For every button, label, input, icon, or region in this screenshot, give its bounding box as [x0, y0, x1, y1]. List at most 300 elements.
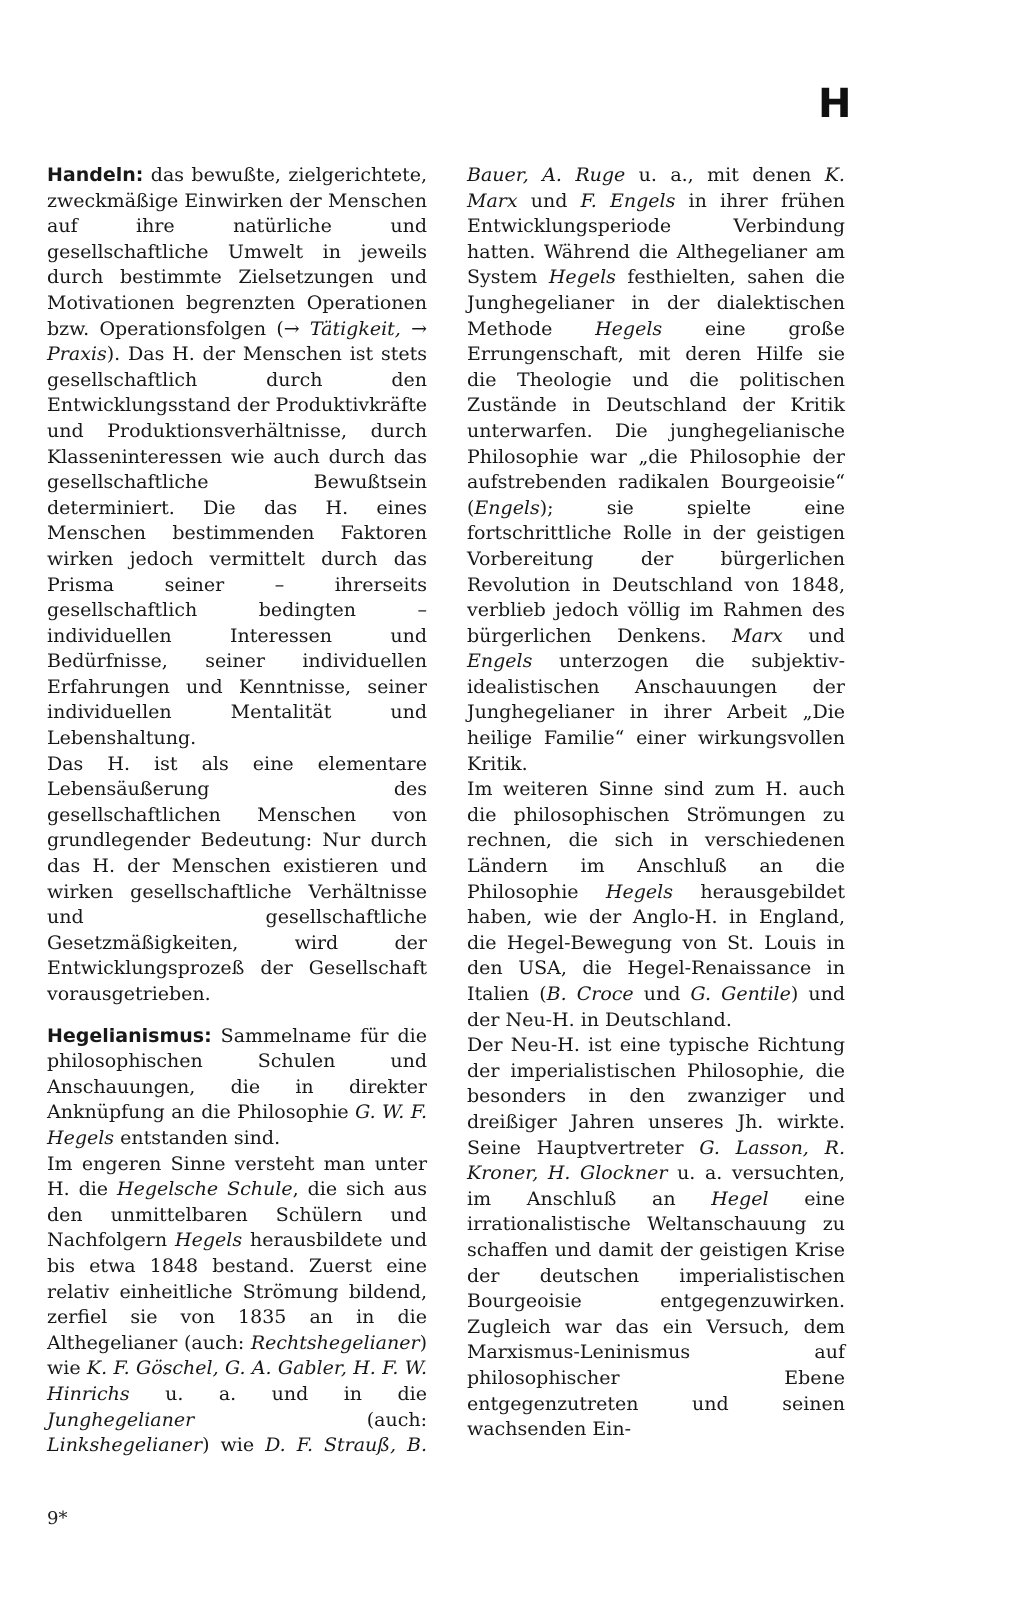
- text-run: [593, 420, 615, 442]
- text-run: 1848,: [790, 573, 846, 596]
- text-run: [775, 394, 791, 416]
- text-run: [751, 497, 804, 519]
- text-run: [529, 164, 542, 186]
- text-run: Deutschland: [606, 394, 727, 417]
- text-run: bis: [47, 1254, 75, 1277]
- text-run: unmittelbaren: [110, 1203, 248, 1226]
- entry-hegelianismus-paragraph-1: [47, 1024, 427, 1152]
- text-run: und: [271, 1382, 309, 1405]
- text-run: eine: [804, 496, 846, 519]
- person-name: G. Gentile: [690, 983, 791, 1005]
- text-run: [314, 1153, 323, 1175]
- page-number: 9*: [47, 1508, 68, 1529]
- text-run: die: [695, 650, 725, 673]
- text-run: [396, 1434, 407, 1456]
- text-run: Engels: [467, 650, 533, 673]
- text-run: [532, 727, 544, 749]
- text-run: ,: [292, 1178, 299, 1201]
- text-run: der: [812, 445, 846, 468]
- text-run: [167, 1229, 175, 1251]
- text-run: sie: [817, 343, 845, 366]
- person-name: B. Croce: [546, 983, 634, 1005]
- text-run: Nachfolgern: [47, 1229, 168, 1252]
- text-run: K.: [86, 1357, 108, 1380]
- entry-handeln-paragraph-2: Das H. ist als eine elementare Lebensäußerung des gesellschaftlichen Menschen von grundlegender Bedeutung: Nur durch das H. der Menschen existieren und wirken gesellschaftliche Verhältnisse und gesellschaftliche Gesetzmäßigkeiten, wird der Entwicklungsprozeß der Gesellschaft vorausgetrieben.: [47, 752, 427, 1005]
- text-run: H.: [47, 1178, 70, 1201]
- text-run: [70, 1178, 79, 1200]
- text-run: F.: [113, 1357, 130, 1380]
- text-run: [157, 1306, 180, 1328]
- text-run: Entwicklungsperiode: [467, 215, 672, 238]
- text-run: (auch:: [366, 1408, 427, 1431]
- text-run: System: [467, 266, 538, 289]
- text-run: unterwarfen.: [467, 419, 593, 442]
- text-run: [337, 1178, 346, 1200]
- text-run: Denkens.: [617, 624, 707, 647]
- text-run: [362, 1204, 390, 1226]
- cross-reference-taetigkeit[interactable]: → Tätigkeit,: [283, 317, 401, 340]
- text-run: und: [632, 368, 669, 391]
- text-run: etwa: [89, 1254, 136, 1277]
- text-run: [183, 1383, 218, 1405]
- text-run: Hegelsche: [117, 1178, 219, 1201]
- text-run: Theologie: [517, 368, 612, 391]
- text-run: [736, 266, 747, 288]
- text-run: [804, 266, 815, 288]
- text-run: [254, 1434, 265, 1456]
- text-run: Engels: [474, 496, 540, 519]
- text-run: Hegels: [595, 317, 663, 340]
- text-run: der: [712, 522, 746, 545]
- text-run: die: [689, 368, 719, 391]
- text-run: [177, 1332, 184, 1354]
- text-run: [215, 1306, 238, 1328]
- text-run: von: [744, 573, 779, 596]
- text-run: die: [467, 368, 497, 391]
- text-run: Während: [543, 240, 631, 263]
- text-run: in: [688, 189, 707, 212]
- text-run: [535, 241, 544, 263]
- text-run: der: [742, 394, 775, 417]
- text-run: völlig: [627, 599, 681, 622]
- person-name: G. Lasson, R. Kroner, H. Glockner: [467, 1136, 845, 1185]
- text-run: [700, 292, 717, 314]
- text-run: deren: [685, 343, 742, 366]
- text-run: [714, 599, 723, 621]
- text-run: [709, 471, 720, 493]
- text-run: W.: [404, 1357, 427, 1380]
- text-run: und: [390, 1229, 428, 1252]
- text-run: bürgerlichen: [720, 547, 846, 570]
- text-run: Hinrichs: [47, 1382, 130, 1405]
- text-run: fortschrittliche: [467, 522, 612, 545]
- text-run: K.: [824, 164, 845, 186]
- text-run: [562, 164, 575, 186]
- text-run: [648, 420, 670, 442]
- text-run: mit: [638, 343, 671, 366]
- text-run: [286, 1434, 297, 1456]
- text-run: eine: [704, 317, 746, 340]
- text-run: Göschel,: [136, 1357, 219, 1380]
- text-run: politischen: [739, 368, 846, 391]
- text-run: [624, 727, 636, 749]
- text-run: im: [689, 599, 714, 622]
- text-run: dialektischen: [716, 291, 845, 314]
- text-run: engeren: [81, 1152, 162, 1175]
- text-run: Strömung: [242, 1280, 339, 1303]
- text-run: Zuerst: [308, 1254, 373, 1277]
- text-run: [634, 497, 687, 519]
- text-run: Anschauungen: [634, 675, 778, 698]
- text-run: u.: [638, 164, 657, 186]
- text-run: in: [356, 1306, 375, 1329]
- text-run: in: [582, 573, 601, 596]
- text-run: B.: [406, 1434, 427, 1457]
- text-run: [225, 1153, 234, 1175]
- text-run: [616, 266, 627, 288]
- text-run: versteht: [234, 1152, 315, 1175]
- text-run: [532, 650, 559, 672]
- text-run: 1848: [149, 1254, 199, 1277]
- text-run: [627, 446, 639, 468]
- text-run: [600, 676, 635, 698]
- text-run: 1835: [238, 1306, 287, 1329]
- text-run: H.: [353, 1357, 376, 1380]
- text-run: die: [397, 1382, 427, 1405]
- text-run: [218, 1178, 227, 1200]
- text-run: aufstrebenden: [467, 471, 607, 494]
- text-run: [779, 574, 791, 596]
- text-run: A.: [251, 1357, 272, 1380]
- text-run: [161, 1153, 170, 1175]
- text-run: [675, 190, 688, 212]
- text-run: das bewußte, zielgerichtete, zweckmäßige Einwirken der Menschen auf ihre natürliche und gesellschaftliche Umwelt in jeweils durch bestimmte Zielsetzungen und Motivationen begrenzten Operationen bzw. Operationsfolgen (: [47, 164, 427, 340]
- text-run: Vorbereitung: [467, 547, 594, 570]
- text-run: herausbildete: [249, 1229, 383, 1252]
- person-name: Hegels: [605, 880, 673, 903]
- text-run: an: [309, 1306, 334, 1329]
- text-run: Rahmen: [722, 599, 803, 622]
- left-column: [47, 163, 427, 1459]
- text-run: Bauer,: [467, 164, 529, 186]
- text-run: [244, 1332, 251, 1354]
- text-run: Kritik: [790, 394, 846, 417]
- text-run: der: [667, 291, 700, 314]
- text-run: u.: [165, 1382, 184, 1405]
- text-run: „die: [638, 445, 678, 468]
- person-name: Hegel: [711, 1187, 769, 1210]
- text-run: eine: [386, 1254, 427, 1277]
- text-run: [591, 625, 617, 647]
- text-run: [807, 241, 816, 263]
- text-run: [619, 599, 628, 621]
- text-run: sahen: [747, 266, 805, 289]
- text-run: subjektiv-idealistischen: [467, 650, 845, 698]
- text-run: [648, 701, 664, 723]
- text-run: wie: [47, 1357, 81, 1380]
- text-run: Althegelianer: [47, 1331, 178, 1354]
- text-run: Sinne: [170, 1152, 226, 1175]
- text-run: der: [812, 675, 846, 698]
- text-run: a.: [218, 1382, 237, 1405]
- text-run: [625, 164, 638, 186]
- text-run: festhielten,: [627, 266, 736, 289]
- text-run: [108, 1178, 117, 1200]
- text-run: [537, 266, 548, 288]
- text-run: [75, 1255, 89, 1277]
- text-run: [662, 318, 705, 340]
- text-run: Junghegelianer: [467, 291, 615, 314]
- text-run: Marx: [732, 624, 783, 647]
- text-run: [557, 394, 573, 416]
- text-run: [669, 650, 696, 672]
- cross-reference-praxis[interactable]: → Praxis: [47, 317, 428, 366]
- text-run: [248, 1204, 276, 1226]
- text-run: geistigen: [756, 522, 845, 545]
- text-run: die: [815, 266, 846, 289]
- text-run: [579, 446, 591, 468]
- text-run: in: [629, 701, 649, 724]
- text-run: und: [808, 624, 845, 647]
- text-run: herausgebildet haben, wie der Anglo-H. in England, die Hegel-Bewegung von St. Louis in den USA, die Hegel-Renaissance in Italien (: [467, 880, 845, 1005]
- text-run: Im: [47, 1152, 73, 1175]
- text-run: [362, 1383, 397, 1405]
- text-run: [803, 599, 812, 621]
- text-run: war: [590, 445, 627, 468]
- text-run: denen: [752, 164, 812, 186]
- text-run: [614, 701, 630, 723]
- text-run: „Die: [802, 701, 846, 724]
- text-run: sich: [346, 1178, 385, 1201]
- text-run: Rechtshegelianer: [250, 1331, 420, 1354]
- text-run: ihrer: [720, 189, 768, 212]
- text-run: Verbindung: [733, 215, 845, 238]
- text-run: [746, 318, 789, 340]
- text-run: [783, 625, 809, 647]
- text-run: [624, 343, 639, 365]
- text-run: [630, 241, 639, 263]
- text-run: hatten.: [467, 240, 536, 263]
- text-run: [339, 1281, 349, 1303]
- text-run: und: [633, 983, 691, 1005]
- text-run: Althegelianer: [676, 240, 808, 263]
- text-run: Hilfe: [756, 343, 804, 366]
- text-run: [686, 727, 698, 749]
- text-run: F.: [296, 1434, 313, 1457]
- text-run: [678, 446, 690, 468]
- text-run: [308, 1383, 343, 1405]
- entry-hegelianismus-paragraph-3: [467, 777, 845, 1033]
- text-run: [372, 1255, 386, 1277]
- text-run: Arbeit: [727, 701, 788, 724]
- text-run: [669, 369, 690, 391]
- text-run: [136, 1255, 150, 1277]
- text-run: Strauß,: [323, 1434, 396, 1457]
- text-run: [242, 1229, 250, 1251]
- text-run: [701, 522, 712, 544]
- text-run: [333, 1306, 356, 1328]
- text-run: Der Neu-H. ist eine typische Richtung der imperialistischen Philosophie, die besonders in den zwanziger und dreißiger Jahren unseres Jh. wirkte. Seine Hauptvertreter: [467, 1034, 845, 1159]
- entry-hegelianismus-paragraph-2-continued: [467, 163, 845, 777]
- text-run: [232, 1281, 242, 1303]
- text-run: radikalen: [618, 471, 710, 494]
- text-run: man: [323, 1152, 366, 1175]
- text-run: ihrer: [663, 701, 712, 724]
- text-run: bildend,: [348, 1280, 428, 1303]
- text-run: Deutschland: [612, 573, 733, 596]
- text-run: [570, 574, 582, 596]
- text-run: [671, 215, 733, 237]
- text-run: unterzogen: [559, 650, 669, 673]
- entry-handeln-paragraph-1: [47, 163, 427, 752]
- text-run: und: [530, 189, 568, 212]
- entry-separator: [47, 1008, 427, 1024]
- text-run: relativ: [47, 1280, 110, 1303]
- text-run: Sammelname für die philosophischen Schulen und Anschauungen, die in direkter Anknüpfung an die Philosophie: [47, 1024, 427, 1124]
- text-run: [739, 164, 752, 186]
- text-run: [711, 701, 727, 723]
- text-run: die: [307, 1178, 338, 1201]
- text-run: Ruge: [575, 164, 626, 186]
- text-run: [194, 1409, 367, 1431]
- text-run: ). Das H. der Menschen ist stets gesellschaftlich durch den Entwicklungsstand der Produktivkräfte und Produktionsverhältnisse, durch Klasseninteressen wie auch durch das gesellschaftliche Bewußtsein determiniert. Die das H. eines Menschen bestimmenden Faktoren wirken jedoch vermittelt durch das Prisma seiner – ihrerseits gesellschaftlich bedingten – individuellen Interessen und Bedürfnisse, seiner individuellen Erfahrungen und Kenntnisse, seiner individuellen Mentalität und Lebenshaltung.: [47, 343, 427, 750]
- text-run: [107, 1306, 130, 1328]
- text-run: Die: [615, 419, 648, 442]
- text-run: des: [811, 599, 846, 622]
- text-run: [777, 676, 812, 698]
- text-run: [518, 190, 531, 212]
- text-run: Hegels: [175, 1229, 243, 1252]
- text-run: [401, 318, 411, 340]
- text-run: [130, 1383, 165, 1405]
- text-run: F.: [382, 1357, 399, 1380]
- text-run: [385, 1178, 394, 1200]
- text-run: );: [539, 496, 554, 519]
- entry-hegelianismus-paragraph-2: [47, 1152, 427, 1459]
- text-run: [612, 369, 633, 391]
- text-run: frühen: [780, 189, 846, 212]
- text-run: [365, 1153, 374, 1175]
- text-run: [374, 1306, 397, 1328]
- text-run: [607, 471, 618, 493]
- text-run: einer: [636, 727, 687, 750]
- text-run: [768, 190, 781, 212]
- text-run: [295, 1255, 309, 1277]
- right-column: [467, 163, 845, 1443]
- text-run: Schülern: [275, 1203, 363, 1226]
- text-run: Revolution: [467, 573, 571, 596]
- text-run: [614, 292, 631, 314]
- text-run: Hegels: [548, 266, 616, 289]
- entry-hegelianismus-paragraph-4: [467, 1033, 845, 1443]
- text-run: einheitliche: [119, 1280, 233, 1303]
- text-run: Schule: [227, 1178, 293, 1201]
- text-run: große: [788, 317, 845, 340]
- text-run: Marx: [467, 189, 518, 212]
- text-run: [600, 574, 612, 596]
- text-run: F.: [580, 189, 597, 212]
- text-run: ): [202, 1434, 210, 1457]
- text-run: [546, 599, 555, 621]
- text-run: [567, 190, 580, 212]
- text-run: unter: [374, 1152, 428, 1175]
- text-run: [787, 701, 803, 723]
- text-run: junghegelianische: [669, 419, 846, 442]
- text-run: heilige: [467, 727, 533, 750]
- text-run: Philosophie: [689, 445, 801, 468]
- text-run: ) und der Neu-H. in Deutschland.: [467, 983, 846, 1031]
- text-run: [236, 1383, 271, 1405]
- text-run: in: [683, 522, 702, 545]
- text-run: [707, 190, 720, 212]
- text-run: spielte: [686, 496, 752, 519]
- text-run: Junghegelianer: [467, 701, 615, 724]
- text-run: zerfiel: [47, 1306, 108, 1329]
- text-run: Rolle: [622, 522, 672, 545]
- section-letter: H: [818, 81, 852, 127]
- text-run: eine irrationalistische Weltanschauung zu schaffen und damit der geistigen Krise der deutschen imperialistischen Bourgeoisie entgegenzuwirken. Zugleich war das ein Versuch, dem Marxismus-Leninismus auf philosophischer Ebene entgegenzutreten und seinen wachsenden Ein-: [467, 1187, 845, 1441]
- text-run: die: [638, 240, 669, 263]
- text-run: Bourgeoisie“: [720, 471, 846, 494]
- text-run: G.: [224, 1357, 246, 1380]
- text-run: [554, 497, 607, 519]
- text-run: [496, 369, 517, 391]
- text-run: Methode: [467, 317, 553, 340]
- text-run: [299, 1178, 308, 1200]
- entry-term-hegelianismus: Hegelianismus:: [47, 1024, 212, 1047]
- text-run: [198, 1255, 212, 1277]
- text-run: [657, 164, 670, 186]
- text-run: aus: [393, 1178, 428, 1201]
- text-run: in: [343, 1382, 363, 1405]
- text-run: [73, 1153, 82, 1175]
- text-run: die: [397, 1306, 427, 1329]
- text-run: A.: [542, 164, 562, 186]
- text-run: [668, 241, 677, 263]
- text-run: u. a. versuchten, im Anschluß an: [467, 1162, 845, 1210]
- text-run: wirkungsvollen: [697, 727, 845, 750]
- text-run: Zustände: [467, 394, 557, 417]
- text-run: die: [78, 1178, 109, 1201]
- text-run: [673, 548, 720, 570]
- text-run: [811, 164, 824, 186]
- text-run: mit: [707, 164, 739, 186]
- text-run: Philosophie: [467, 445, 579, 468]
- text-run: sie: [606, 496, 634, 519]
- text-run: [83, 1204, 111, 1226]
- text-run: am: [815, 240, 845, 263]
- text-run: Im weiteren Sinne sind zum H. auch die philosophischen Strömungen zu rechnen, die sich in verschiedenen Ländern im Anschluß an die Philosophie: [467, 778, 845, 903]
- text-run: [210, 1434, 221, 1456]
- text-run: in: [631, 291, 650, 314]
- text-run: Kritik.: [467, 752, 528, 775]
- text-run: bestand.: [212, 1254, 295, 1277]
- text-run: [612, 522, 623, 544]
- text-run: a.,: [670, 164, 694, 186]
- text-run: (auch:: [183, 1331, 245, 1354]
- text-run: [286, 1306, 309, 1328]
- text-run: entstanden sind.: [114, 1126, 281, 1149]
- text-run: [313, 1434, 324, 1456]
- text-run: [725, 650, 752, 672]
- text-run: in: [572, 394, 591, 417]
- text-run: [597, 190, 610, 212]
- text-run: Linkshegelianer: [47, 1434, 203, 1457]
- text-run: [594, 548, 641, 570]
- text-run: der: [640, 547, 674, 570]
- text-run: [552, 318, 595, 340]
- text-run: [803, 343, 818, 365]
